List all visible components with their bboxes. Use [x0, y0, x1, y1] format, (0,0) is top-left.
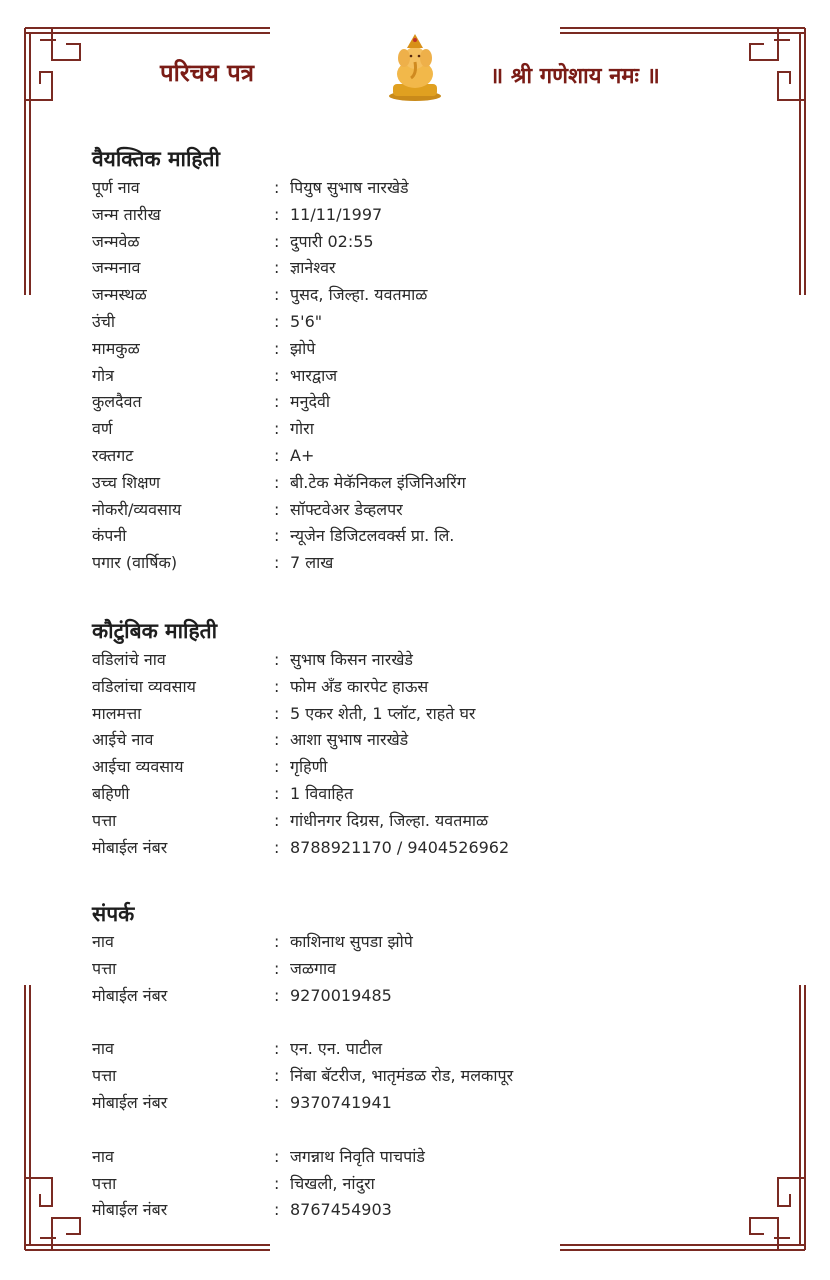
separator-colon: :: [274, 1092, 280, 1112]
detail-label: जन्मवेळ: [92, 231, 140, 251]
detail-label: मोबाईल नंबर: [92, 837, 168, 857]
detail-label: नाव: [92, 1039, 114, 1059]
detail-value: गृहिणी: [290, 757, 328, 777]
detail-value: जळगाव: [290, 958, 337, 978]
detail-label: मोबाईल नंबर: [92, 1200, 168, 1220]
personal-heading: वैयक्तिक माहिती: [92, 147, 220, 171]
document-title: परिचय पत्र: [160, 59, 255, 87]
detail-value: A+: [290, 445, 315, 465]
contact-heading: संपर्क: [92, 902, 135, 926]
detail-value: गोरा: [290, 419, 314, 439]
detail-label: नाव: [92, 1146, 114, 1166]
detail-value: ज्ञानेश्वर: [290, 258, 336, 278]
separator-colon: :: [274, 392, 280, 412]
detail-label: पत्ता: [92, 1173, 117, 1193]
detail-label: वडिलांचा व्यवसाय: [92, 676, 196, 696]
detail-label: जन्मस्थळ: [92, 285, 147, 305]
detail-value: दुपारी 02:55: [290, 231, 374, 251]
separator-colon: :: [274, 338, 280, 358]
separator-colon: :: [274, 311, 280, 331]
separator-colon: :: [274, 365, 280, 385]
separator-colon: :: [274, 472, 280, 492]
detail-value: झोपे: [290, 338, 316, 358]
detail-label: रक्तगट: [92, 445, 134, 465]
separator-colon: :: [274, 730, 280, 750]
detail-label: नोकरी/व्यवसाय: [92, 499, 182, 519]
detail-label: आईचे नाव: [92, 730, 154, 750]
separator-colon: :: [274, 258, 280, 278]
detail-label: पत्ता: [92, 1066, 117, 1086]
detail-value: 5 एकर शेती, 1 प्लॉट, राहते घर: [290, 703, 476, 723]
mantra-text: ॥ श्री गणेशाय नमः ॥: [490, 64, 660, 89]
separator-colon: :: [274, 1146, 280, 1166]
detail-label: जन्मनाव: [92, 258, 141, 278]
detail-label: बहिणी: [92, 783, 130, 803]
separator-colon: :: [274, 810, 280, 830]
separator-colon: :: [274, 285, 280, 305]
detail-label: पगार (वार्षिक): [92, 553, 178, 573]
separator-colon: :: [274, 526, 280, 546]
detail-value: पियुष सुभाष नारखेडे: [290, 178, 409, 197]
detail-label: पूर्ण नाव: [92, 178, 140, 197]
separator-colon: :: [274, 204, 280, 224]
detail-value: 9270019485: [290, 985, 392, 1005]
separator-colon: :: [274, 1066, 280, 1086]
detail-label: वर्ण: [92, 419, 113, 439]
detail-value: सुभाष किसन नारखेडे: [290, 650, 413, 669]
detail-value: निंबा बॅटरीज, भातृमंडळ रोड, मलकापूर: [290, 1066, 514, 1086]
detail-value: 9370741941: [290, 1092, 392, 1112]
detail-value: भारद्वाज: [290, 365, 338, 385]
detail-value: न्यूजेन डिजिटलवर्क्स प्रा. लि.: [290, 526, 455, 546]
detail-value: एन. एन. पाटील: [290, 1039, 383, 1059]
separator-colon: :: [274, 757, 280, 777]
detail-label: पत्ता: [92, 958, 117, 978]
detail-label: मालमत्ता: [92, 703, 142, 723]
detail-value: चिखली, नांदुरा: [290, 1173, 375, 1193]
detail-label: कंपनी: [92, 526, 127, 546]
separator-colon: :: [274, 1039, 280, 1059]
family-heading: कौटुंबिक माहिती: [92, 619, 218, 643]
separator-colon: :: [274, 231, 280, 251]
detail-label: कुलदैवत: [92, 392, 142, 412]
detail-value: 11/11/1997: [290, 204, 383, 224]
separator-colon: :: [274, 178, 280, 197]
detail-value: 1 विवाहित: [290, 783, 354, 803]
detail-value: पुसद, जिल्हा. यवतमाळ: [290, 285, 428, 305]
separator-colon: :: [274, 932, 280, 951]
detail-label: उच्च शिक्षण: [92, 472, 161, 492]
detail-label: मोबाईल नंबर: [92, 985, 168, 1005]
separator-colon: :: [274, 958, 280, 978]
detail-value: 5'6": [290, 311, 323, 331]
separator-colon: :: [274, 783, 280, 803]
detail-label: पत्ता: [92, 810, 117, 830]
detail-label: वडिलांचे नाव: [92, 650, 166, 669]
separator-colon: :: [274, 1200, 280, 1220]
detail-value: बी.टेक मेकॅनिकल इंजिनिअरिंग: [290, 472, 466, 492]
detail-value: 7 लाख: [290, 553, 334, 573]
separator-colon: :: [274, 1173, 280, 1193]
detail-label: गोत्र: [92, 365, 114, 385]
detail-value: सॉफ्टवेअर डेव्हलपर: [290, 499, 403, 519]
detail-value: आशा सुभाष नारखेडे: [290, 730, 409, 750]
separator-colon: :: [274, 837, 280, 857]
detail-label: जन्म तारीख: [92, 204, 161, 224]
detail-value: काशिनाथ सुपडा झोपे: [290, 932, 413, 951]
detail-label: मामकुळ: [92, 338, 140, 358]
detail-value: फोम अँड कारपेट हाऊस: [290, 676, 429, 696]
detail-value: मनुदेवी: [290, 392, 330, 412]
detail-label: मोबाईल नंबर: [92, 1092, 168, 1112]
separator-colon: :: [274, 499, 280, 519]
detail-value: 8767454903: [290, 1200, 392, 1220]
separator-colon: :: [274, 985, 280, 1005]
separator-colon: :: [274, 553, 280, 573]
separator-colon: :: [274, 676, 280, 696]
detail-value: 8788921170 / 9404526962: [290, 837, 510, 857]
detail-value: जगन्नाथ निवृति पाचपांडे: [290, 1146, 425, 1166]
detail-label: आईचा व्यवसाय: [92, 757, 184, 777]
detail-value: गांधीनगर दिग्रस, जिल्हा. यवतमाळ: [290, 810, 489, 830]
detail-label: उंची: [92, 311, 116, 331]
separator-colon: :: [274, 445, 280, 465]
separator-colon: :: [274, 703, 280, 723]
separator-colon: :: [274, 650, 280, 669]
separator-colon: :: [274, 419, 280, 439]
ganesh-emblem-icon: [387, 30, 443, 102]
detail-label: नाव: [92, 932, 114, 951]
